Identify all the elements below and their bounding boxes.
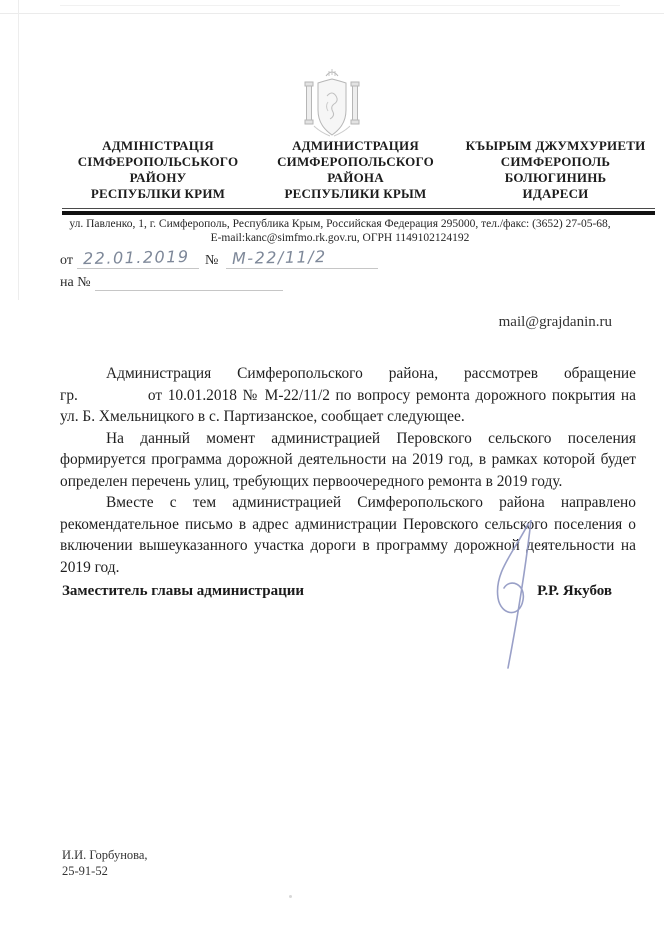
outgoing-reference-line xyxy=(60,247,378,269)
address-line-2: E-mail:kanc@simfmo.rk.gov.ru, ОГРН 1149102124192 xyxy=(210,232,470,244)
incoming-number-field xyxy=(95,275,283,291)
paragraph-1-lead: Администрация Симферопольского района, рассмотрев обращение xyxy=(106,365,636,382)
handwritten-date: 22.01.2019 xyxy=(82,246,190,269)
org-line: КЪЫРЫМ ДЖУМХУРИЕТИ xyxy=(465,138,646,153)
org-name-russian xyxy=(263,138,448,202)
paragraph-3: Вместе с тем администрацией Симферопольского района направлено рекомендательное письмо в адрес администрации Перовского сельского поселения о включении вышеуказанного участка дороги в программу дорожной деятельности на 2019 год. xyxy=(60,494,636,576)
org-name-ukrainian xyxy=(58,138,258,202)
org-line: РЕСПУБЛІКИ КРИМ xyxy=(90,186,226,201)
scan-line-artifact xyxy=(60,5,620,6)
org-line: СІМФЕРОПОЛЬСЬКОГО xyxy=(77,154,239,169)
org-line: ИДАРЕСИ xyxy=(522,186,589,201)
org-line: РЕСПУБЛИКИ КРЫМ xyxy=(284,186,427,201)
executor-name: И.И. Горбунова, xyxy=(62,848,148,862)
executor-phone: 25-91-52 xyxy=(62,864,108,878)
paragraph-2: На данный момент администрацией Перовского сельского поселения формируется программа дорожной деятельности на 2019 год, в рамках которой будет определен перечень улиц, требующих первоочередного ремонта в 2019 году. xyxy=(60,429,636,490)
scan-line-artifact xyxy=(18,0,19,300)
letterhead-orgs xyxy=(58,138,658,202)
org-name-crimean-tatar xyxy=(453,138,658,202)
org-line: РАЙОНА xyxy=(327,170,384,185)
org-line: СИМФЕРОПОЛЬ xyxy=(500,154,611,169)
from-label: от xyxy=(60,253,73,268)
incoming-reference-line xyxy=(60,269,378,291)
letter-body xyxy=(60,363,636,578)
coat-of-arms-icon xyxy=(300,66,364,140)
recipient-email: mail@grajdanin.ru xyxy=(498,314,612,330)
number-label: № xyxy=(204,253,219,268)
address-line-1: ул. Павленко, 1, г. Симферополь, Республика Крым, Российская Федерация 295000, тел./факс: (3652) 27-05-68, xyxy=(69,218,611,230)
citizen-abbrev: гр. xyxy=(60,386,78,404)
scan-speck-artifact xyxy=(289,895,292,898)
handwritten-number: М-22/11/2 xyxy=(232,247,328,268)
letterhead-divider xyxy=(62,208,655,215)
signatory-name: Р.Р. Якубов xyxy=(537,583,612,599)
letterhead-address xyxy=(40,217,640,245)
divider-thick-line xyxy=(62,211,655,215)
org-line: АДМИНИСТРАЦИЯ xyxy=(292,138,419,153)
reference-block xyxy=(60,247,378,291)
outgoing-date-field xyxy=(77,248,199,269)
org-line: БОЛЮГИНИНЬ xyxy=(504,170,607,185)
executor-block xyxy=(62,847,148,879)
outgoing-number-field xyxy=(226,248,378,269)
org-line: РАЙОНУ xyxy=(129,170,187,185)
org-line: СИМФЕРОПОЛЬСКОГО xyxy=(277,154,434,169)
signatory-title: Заместитель главы администрации xyxy=(62,583,305,599)
scan-line-artifact xyxy=(0,13,664,14)
divider-thin-line xyxy=(62,208,655,209)
paragraph-1 xyxy=(60,363,636,428)
reply-to-label: на № xyxy=(60,275,91,290)
paragraph-1-rest: от 10.01.2018 № М-22/11/2 по вопросу ремонта дорожного покрытия на ул. Б. Хмельницкого в с. Партизанское, сообщает следующее. xyxy=(60,386,636,425)
signature-row xyxy=(62,583,612,600)
org-line: АДМІНІСТРАЦІЯ xyxy=(102,138,214,153)
